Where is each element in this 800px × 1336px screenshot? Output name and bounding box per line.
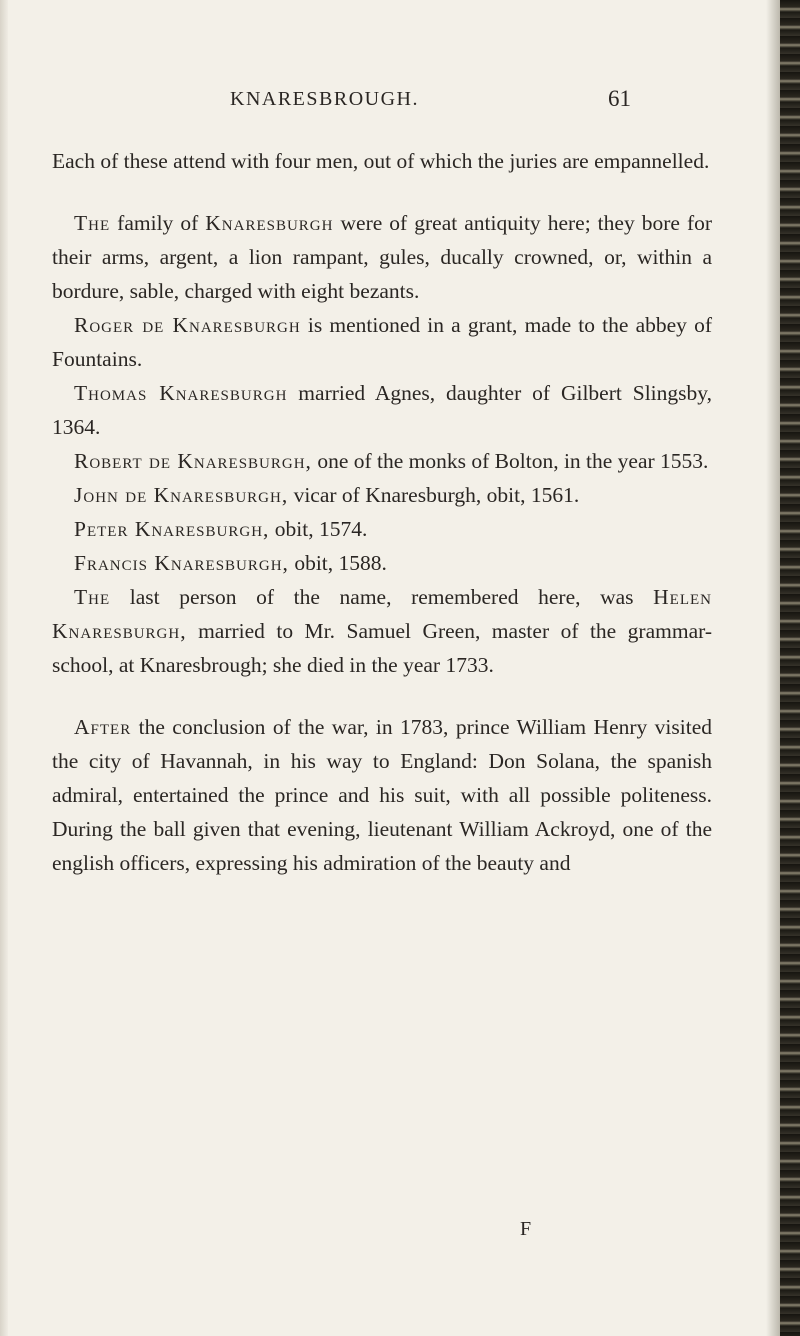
catchword: F: [520, 1218, 532, 1240]
entry-text: obit, 1588.: [294, 551, 387, 575]
entry-text: married to Mr. Samuel Green, master of the grammar-school, at Knaresbrough; she died in the year 1733.: [52, 619, 712, 677]
entry-francis: [52, 546, 712, 580]
person-name: Roger de Knaresburgh: [74, 313, 301, 337]
entry-peter: [52, 512, 712, 546]
lead-word: The: [74, 211, 111, 235]
book-page: [52, 86, 752, 880]
person-name: Thomas Knaresburgh: [74, 381, 288, 405]
running-head: KNARESBROUGH.: [230, 88, 419, 110]
page-header: [52, 86, 752, 114]
entry-text: married Agnes, daughter of Gilbert Slingsby, 1364.: [52, 381, 712, 439]
entry-text: one of the monks of Bolton, in the year 1553.: [317, 449, 709, 473]
entry-text: is mentioned in a grant, made to the abbey of Fountains.: [52, 313, 712, 371]
paragraph-text: were of great antiquity here; they bore for their arms, argent, a lion rampant, gules, ducally crowned, or, within a bordure, sable, charged with eight bezants.: [52, 211, 713, 303]
book-binding-edge: [780, 0, 800, 1336]
person-name: Robert de Knaresburgh,: [74, 449, 312, 473]
paragraph-juries: [52, 144, 712, 178]
person-name: Helen Knaresburgh,: [52, 585, 713, 643]
person-name: John de Knaresburgh,: [74, 483, 289, 507]
page-left-edge: [0, 0, 8, 1336]
lead-word: The: [74, 585, 111, 609]
entry-robert: [52, 444, 712, 478]
entry-john: [52, 478, 712, 512]
page-number: 61: [608, 86, 631, 111]
entry-text: vicar of Knaresburgh, obit, 1561.: [293, 483, 580, 507]
person-name: Francis Knaresburgh,: [74, 551, 289, 575]
entry-roger: [52, 308, 712, 376]
entry-text: obit, 1574.: [274, 517, 368, 541]
person-name: Peter Knaresburgh,: [74, 517, 270, 541]
family-name: Knaresburgh: [205, 211, 334, 235]
paragraph-family: [52, 206, 712, 308]
entry-text: last person of the name, remembered here, was: [129, 585, 634, 609]
binding-shadow: [766, 0, 780, 1336]
paragraph-prince-william: [52, 710, 712, 880]
paragraph-text: family of: [117, 211, 199, 235]
entry-thomas: [52, 376, 712, 444]
entry-helen: [52, 580, 712, 682]
paragraph-text: the conclusion of the war, in 1783, prince William Henry visited the city of Havannah, in his way to England: Don Solana, the spanish admiral, entertained the prince and his suit, with all possible politeness. During the ball given that evening, lieutenant William Ackroyd, one of the english officers, expressing his admiration of the beauty and: [52, 715, 712, 875]
lead-word: After: [74, 715, 132, 739]
paragraph-text: Each of these attend with four men, out of which the juries are empannelled.: [52, 149, 710, 173]
